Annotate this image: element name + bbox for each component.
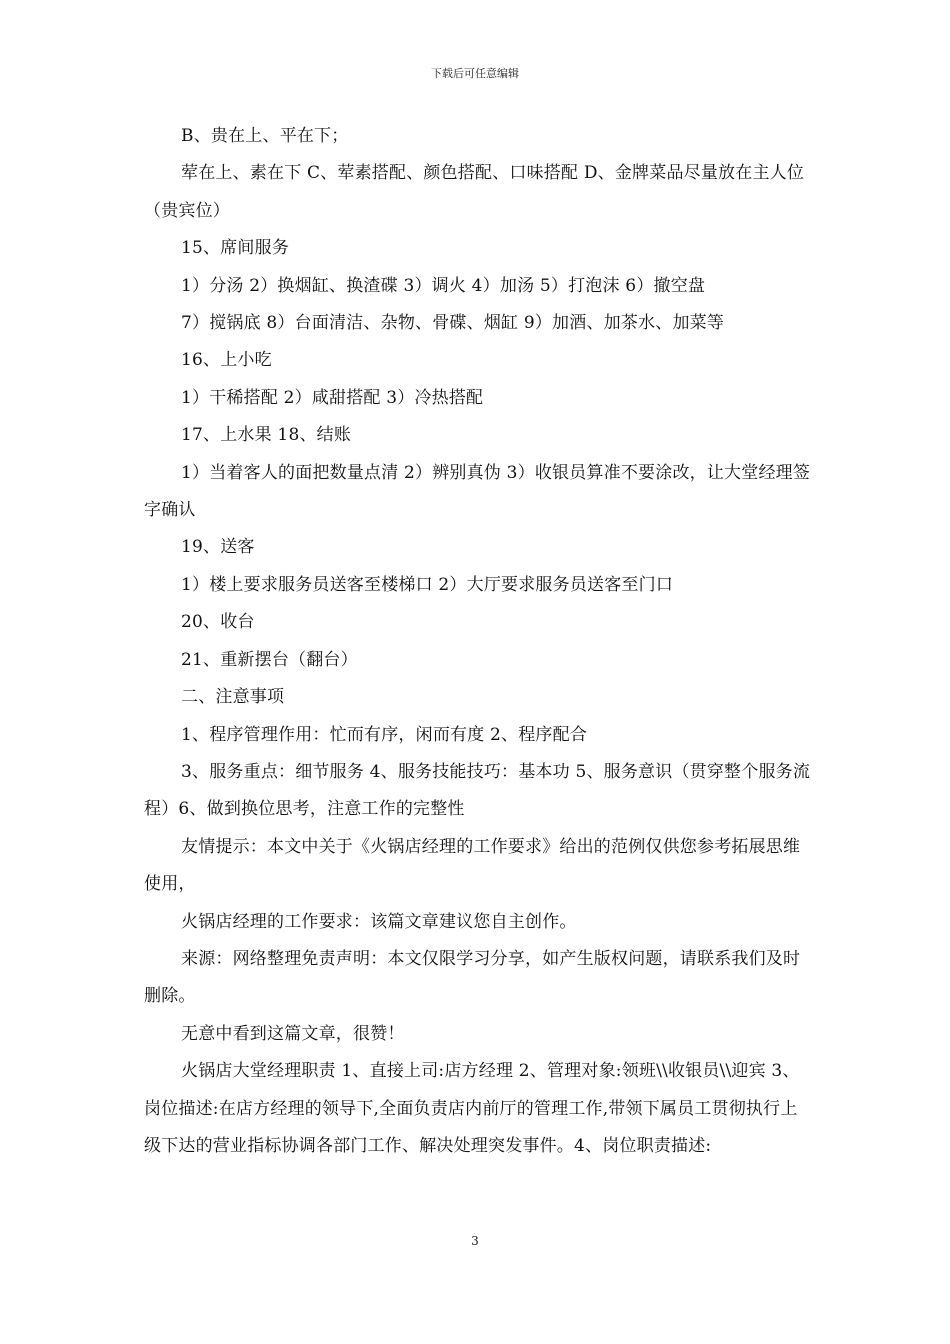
section-heading: 16、上小吃: [181, 350, 272, 371]
paragraph: B、贵在上、平在下；: [181, 126, 349, 146]
section-heading: 20、收台: [181, 612, 255, 633]
paragraph: 1）干稀搭配 2）咸甜搭配 3）冷热搭配: [181, 387, 484, 408]
page-number: 3: [471, 1234, 479, 1248]
section-heading: 二、注意事项: [181, 687, 285, 708]
paragraph: 友情提示：本文中关于《火锅店经理的工作要求》给出的范例仅供您参考拓展思维使用，: [144, 836, 801, 895]
document-body: [144, 118, 814, 1165]
section-heading: 15、席间服务: [181, 238, 290, 259]
paragraph: 3、服务重点：细节服务 4、服务技能技巧：基本功 5、服务意识（贯穿整个服务流程）6、做到换位思考，注意工作的完整性: [144, 761, 811, 820]
paragraph: 1）当着客人的面把数量点清 2）辨别真伪 3）收银员算准不要涂改，让大堂经理签字确认: [144, 462, 811, 521]
paragraph: 1、程序管理作用：忙而有序，闲而有度 2、程序配合: [181, 724, 588, 745]
paragraph: 1）分汤 2）换烟缸、换渣碟 3）调火 4）加汤 5）打泡沫 6）撤空盘: [181, 275, 706, 296]
paragraph: 1）楼上要求服务员送客至楼梯口 2）大厅要求服务员送客至门口: [181, 574, 674, 595]
paragraph: 火锅店经理的工作要求：该篇文章建议您自主创作。: [181, 911, 577, 932]
paragraph: 火锅店大堂经理职责 1、直接上司:店方经理 2、管理对象:领班\\收银员\\迎宾 3、岗位描述:在店方经理的领导下,全面负责店内前厅的管理工作,带领下属员工贯彻执行上级下达的营业指标协调各部门工作、解决处理突发事件。4、岗位职责描述:: [144, 1061, 800, 1156]
section-heading: 21、重新摆台（翻台）: [181, 649, 358, 670]
section-heading: 19、送客: [181, 537, 255, 558]
paragraph: 来源：网络整理免责声明：本文仅限学习分享，如产生版权问题，请联系我们及时删除。: [144, 948, 801, 1007]
paragraph: 7）搅锅底 8）台面清洁、杂物、骨碟、烟缸 9）加酒、加茶水、加菜等: [181, 313, 725, 334]
page-header: 下载后可任意编辑: [431, 67, 519, 80]
paragraph: 荤在上、素在下 C、荤素搭配、颜色搭配、口味搭配 D、金牌菜品尽量放在主人位（贵宾位）: [144, 163, 805, 221]
section-heading: 17、上水果 18、结账: [181, 425, 352, 446]
paragraph: 无意中看到这篇文章，很赞！: [181, 1023, 405, 1044]
